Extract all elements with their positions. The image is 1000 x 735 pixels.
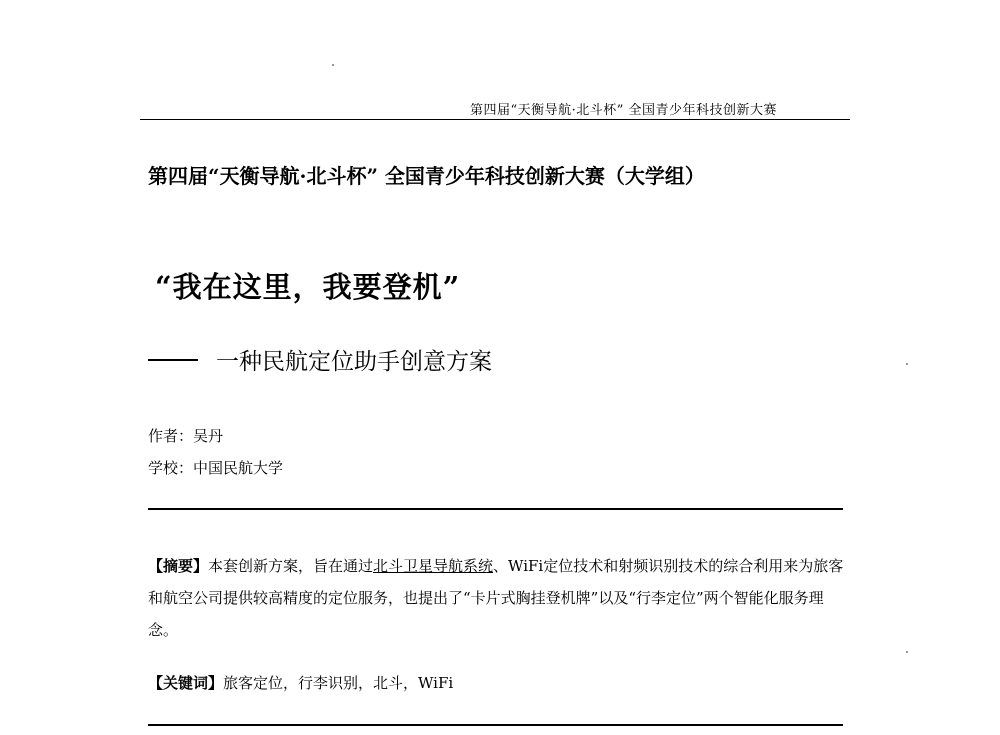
abstract-text-2: 、WiFi定位技术和射频识别技术的综合利用来为旅客和航空公司提供较高精度的定位服务，也提出了“卡片式胸挂登机牌”以及“行李定位”两个智能化服务理念。 [148, 557, 844, 639]
keywords-text: 旅客定位，行李识别，北斗，WiFi [223, 674, 454, 692]
bottom-rule [148, 724, 843, 726]
keywords-label: 【关键词】 [148, 674, 224, 692]
competition-title: 第四届“天衡导航·北斗杯” 全国青少年科技创新大赛（大学组） [148, 164, 705, 188]
scan-speck [906, 363, 908, 365]
author-name: 吴丹 [193, 427, 224, 445]
school-name: 中国民航大学 [193, 459, 284, 477]
abstract-label: 【摘要】 [148, 557, 209, 575]
main-title: “我在这里，我要登机” [155, 270, 461, 304]
beidou-link: 北斗卫星导航系统 [373, 557, 494, 575]
subtitle: 一种民航定位助手创意方案 [216, 349, 492, 375]
subtitle-line [148, 343, 492, 376]
abstract-paragraph [148, 550, 848, 646]
school-label: 学校： [148, 459, 194, 477]
scan-speck [906, 651, 908, 653]
keywords-line [148, 672, 453, 693]
header-rule [140, 119, 850, 120]
abstract-text-1: 本套创新方案，旨在通过 [208, 557, 374, 575]
author-label: 作者： [148, 427, 194, 445]
scan-speck [332, 64, 334, 66]
school-line [148, 457, 283, 478]
author-line [148, 425, 223, 446]
em-dash-line [148, 359, 198, 361]
running-header: 第四届“天衡导航·北斗杯” 全国青少年科技创新大赛 [470, 103, 778, 118]
section-rule [148, 508, 843, 510]
